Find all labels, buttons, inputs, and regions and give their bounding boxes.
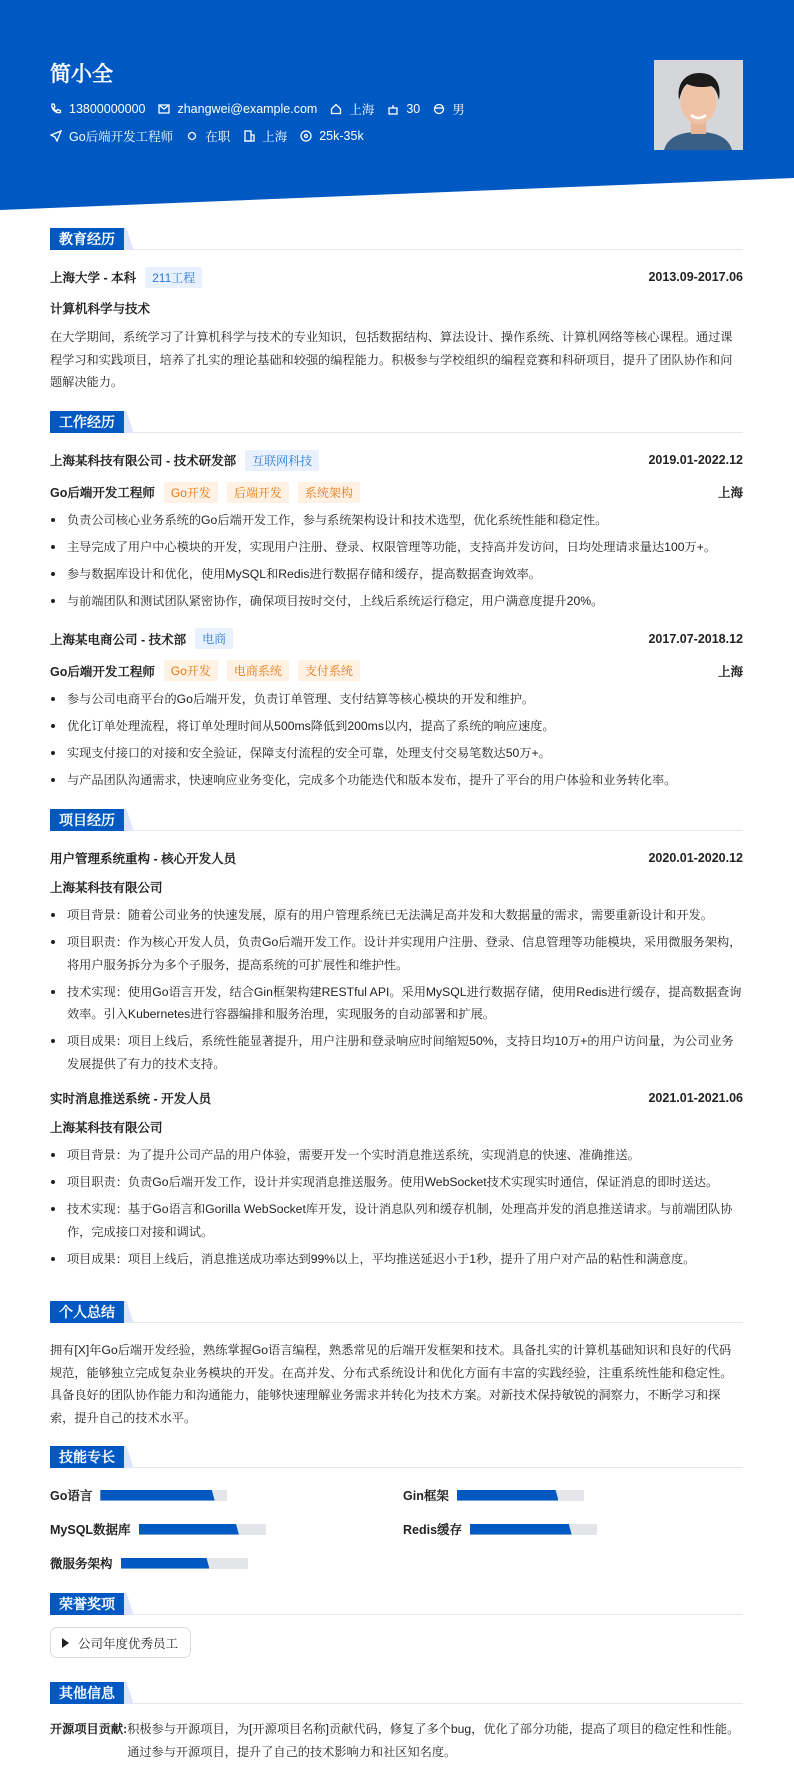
phone-icon (50, 103, 62, 115)
section-heading: 荣誉奖项 (50, 1593, 743, 1615)
skill-item (403, 1518, 743, 1540)
skill-bar-fill (100, 1490, 214, 1501)
role: Go后端开发工程师 (50, 486, 155, 500)
project-date: 2020.01-2020.12 (648, 851, 743, 865)
industry-tag: 互联网科技 (245, 450, 319, 471)
skill-name: Gin框架 (403, 1489, 449, 1503)
job-row (50, 127, 377, 145)
skill-bar-fill (457, 1490, 559, 1501)
company-name: 上海某电商公司 - 技术部 (50, 632, 187, 647)
skill-tag: Go开发 (164, 660, 218, 681)
project-name: 实时消息推送系统 - 开发人员 (50, 1092, 212, 1106)
major: 计算机科学与技术 (50, 302, 151, 316)
send-icon (50, 130, 62, 142)
education-date: 2013.09-2017.06 (648, 270, 743, 284)
position: Go后端开发工程师 (69, 130, 174, 144)
company-name: 上海某科技有限公司 - 技术研发部 (50, 454, 237, 468)
bullet-item: 项目职责：作为核心开发人员，负责Go后端开发工作。设计并实现用户注册、登录、信息管理等功能模块，采用微服务架构，将用户服务拆分为多个子服务，提高系统的可扩展性和维护性。 (50, 931, 743, 976)
bullet-item: 项目成果：项目上线后，系统性能显著提升，用户注册和登录响应时间缩短50%，支持日均10万+的用户访问量，为公司业务发展提供了有力的技术支持。 (50, 1030, 743, 1075)
skill-item (50, 1484, 403, 1506)
skill-tag: 支付系统 (298, 660, 360, 681)
bullet-item: 优化订单处理流程，将订单处理时间从500ms降低到200ms以内，提高了系统的响应速度。 (50, 715, 743, 738)
bullet-item: 项目背景：随着公司业务的快速发展，原有的用户管理系统已无法满足高并发和大数据量的需求，需要重新设计和开发。 (50, 904, 743, 927)
bullet-item: 主导完成了用户中心模块的开发，实现用户注册、登录、权限管理等功能，支持高并发访问，日均处理请求量达100万+。 (50, 536, 743, 559)
education-row: 上海大学 - 本科 211工程 2013.09-2017.06 (50, 266, 743, 288)
project-row (50, 847, 743, 869)
bullet-item: 负责公司核心业务系统的Go后端开发工作，参与系统架构设计和技术选型，优化系统性能和稳定性。 (50, 509, 743, 532)
email: zhangwei@example.com (177, 102, 318, 116)
summary-text: 拥有[X]年Go后端开发经验，熟练掌握Go语言编程，熟悉常见的后端开发框架和技术。具备扎实的计算机基础知识和良好的代码规范，能够独立完成复杂业务模块的开发。在高并发、分布式系统设计和优化方面有丰富的实践经验，注重系统性能和稳定性。具备良好的团队协作能力和沟通能力，能够快速理解业务需求并转化为技术方案。对新技术保持敏锐的洞察力，不断学习和探索，提升自己的技术水平。 (50, 1343, 733, 1425)
summary-section (50, 1301, 743, 1429)
bullet-list (50, 904, 743, 1075)
phone: 13800000000 (69, 102, 146, 116)
education-desc: 在大学期间，系统学习了计算机科学与技术的专业知识，包括数据结构、算法设计、操作系统、计算机网络等核心课程。通过课程学习和实践项目，培养了扎实的理论基础和较强的编程能力。积极参与学校组织的编程竞赛和科研项目，提升了团队协作和问题解决能力。 (50, 330, 733, 389)
section-heading: 教育经历 (50, 228, 743, 250)
bullet-item: 技术实现：基于Go语言和Gorilla WebSocket库开发，设计消息队列和缓存机制，处理高并发的消息推送请求。与前端团队协作，完成接口对接和调试。 (50, 1198, 743, 1243)
bullet-item: 与产品团队沟通需求，快速响应业务变化，完成多个功能迭代和版本发布，提升了平台的用户体验和业务转化率。 (50, 769, 743, 792)
age: 30 (406, 102, 421, 116)
salary-icon (300, 130, 312, 142)
other-section (50, 1682, 743, 1763)
skill-item (50, 1518, 403, 1540)
home-icon (330, 103, 342, 115)
honors-section (50, 1593, 743, 1658)
avatar-photo (654, 60, 743, 150)
project-company: 上海某科技有限公司 (50, 881, 163, 895)
work-date: 2017.07-2018.12 (648, 631, 743, 646)
skill-tag: 后端开发 (227, 482, 289, 503)
candidate-name: 简小全 (50, 63, 113, 86)
bullet-item: 项目职责：负责Go后端开发工作，设计并实现消息推送服务。使用WebSocket技术实现实时通信，保证消息的即时送达。 (50, 1171, 743, 1194)
skills-section (50, 1446, 743, 1574)
skill-bar (457, 1490, 584, 1501)
section-heading: 其他信息 (50, 1682, 743, 1704)
skill-bar-fill (470, 1524, 572, 1535)
section-heading: 工作经历 (50, 411, 743, 433)
salary: 25k-35k (319, 129, 364, 143)
company-row (50, 628, 743, 650)
bullet-list (50, 509, 743, 613)
company-left (50, 628, 233, 649)
status: 在职 (205, 130, 231, 144)
projects-section (50, 809, 743, 1282)
work-date: 2019.01-2022.12 (648, 453, 743, 467)
skill-bar (139, 1524, 266, 1535)
work-city: 上海 (717, 486, 743, 500)
award-item[interactable]: 公司年度优秀员工 (50, 1627, 191, 1658)
work-city: 上海 (717, 664, 743, 679)
status-icon (186, 130, 198, 142)
gender: 男 (452, 103, 465, 117)
project-company-row (50, 876, 743, 898)
city: 上海 (349, 103, 375, 117)
company-row (50, 449, 743, 471)
section-heading: 技能专长 (50, 1446, 743, 1468)
project-name: 用户管理系统重构 - 核心开发人员 (50, 852, 237, 866)
skill-name: Redis缓存 (403, 1523, 463, 1537)
bullet-item: 参与数据库设计和优化，使用MySQL和Redis进行数据存储和缓存，提高数据查询效率。 (50, 563, 743, 586)
bullet-item: 技术实现：使用Go语言开发，结合Gin框架构建RESTful API。采用MySQL进行数据存储，使用Redis进行缓存，提高数据查询效率。引入Kubernetes进行容器编排和服务治理，实现服务的自动部署和扩展。 (50, 981, 743, 1026)
bullet-item: 项目背景：为了提升公司产品的用户体验，需要开发一个实时消息推送系统，实现消息的快速、准确推送。 (50, 1144, 743, 1167)
skill-bar-fill (121, 1558, 210, 1569)
project-row (50, 1087, 743, 1109)
skill-tag: 电商系统 (227, 660, 289, 681)
bullet-item: 参与公司电商平台的Go后端开发，负责订单管理、支付结算等核心模块的开发和维护。 (50, 688, 743, 711)
section-heading: 个人总结 (50, 1301, 743, 1323)
school-tag: 211工程 (145, 267, 202, 288)
gender-icon (433, 103, 445, 115)
work-city: 上海 (262, 130, 288, 144)
triangle-icon (62, 1638, 69, 1648)
contact-row (50, 100, 478, 118)
bullet-item: 项目成果：项目上线后，消息推送成功率达到99%以上，平均推送延迟小于1秒，提升了用户对产品的粘性和满意度。 (50, 1248, 743, 1271)
skill-tag: Go开发 (164, 482, 218, 503)
cake-icon (387, 103, 399, 115)
other-info: 开源项目贡献: 积极参与开源项目，为[开源项目名称]贡献代码，修复了多个bug，优化了部分功能，提高了项目的稳定性和性能。通过参与开源项目，提升了自己的技术影响力和社区知名度。 (50, 1722, 740, 1759)
skill-name: 微服务架构 (50, 1557, 113, 1571)
skill-item (403, 1484, 743, 1506)
role-row (50, 481, 743, 503)
role-left (50, 660, 360, 681)
role-left (50, 482, 360, 503)
role-row (50, 660, 743, 682)
skill-name: MySQL数据库 (50, 1523, 131, 1537)
bullet-list (50, 688, 743, 792)
mail-icon (158, 103, 170, 115)
work-section (50, 411, 743, 806)
bullet-item: 与前端团队和测试团队紧密协作，确保项目按时交付，上线后系统运行稳定，用户满意度提升20%。 (50, 590, 743, 613)
skill-bar (470, 1524, 597, 1535)
skill-name: Go语言 (50, 1489, 93, 1503)
project-date: 2021.01-2021.06 (648, 1091, 743, 1105)
skill-bar (121, 1558, 248, 1569)
skill-item (50, 1552, 403, 1574)
building-icon (243, 130, 255, 142)
skill-bar (100, 1490, 227, 1501)
role: Go后端开发工程师 (50, 664, 155, 679)
skill-tag: 系统架构 (298, 482, 360, 503)
bullet-item: 实现支付接口的对接和安全验证，保障支付流程的安全可靠，处理支付交易笔数达50万+。 (50, 742, 743, 765)
project-company-row (50, 1116, 743, 1138)
section-heading: 项目经历 (50, 809, 743, 831)
industry-tag: 电商 (195, 628, 233, 649)
skill-bar-fill (139, 1524, 239, 1535)
project-company: 上海某科技有限公司 (50, 1121, 163, 1135)
company-left (50, 450, 319, 471)
bullet-list (50, 1144, 743, 1270)
education-section (50, 228, 743, 394)
